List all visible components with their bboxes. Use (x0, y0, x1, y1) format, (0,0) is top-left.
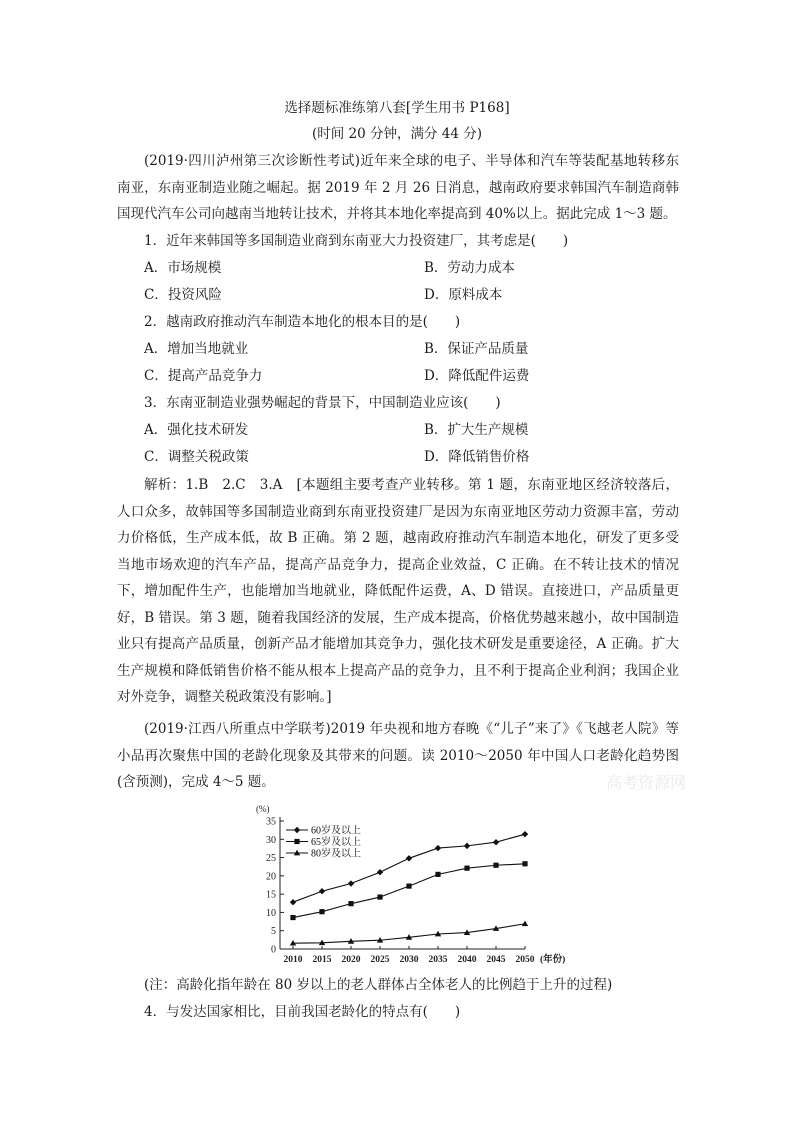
x-tick-label: 2040 (457, 955, 477, 965)
passage-1: (2019·四川泸州第三次诊断性考试)近年来全球的电子、半导体和汽车等装配基地转移东南亚，东南亚制造业随之崛起。据 2019 年 2 月 26 日消息，越南政府要求韩国汽车制造商韩国现代汽车公司向越南当地转让技术，并将其本地化率提高到 40%以上。据此完成 1～3 题。 (117, 153, 679, 222)
question-1-option-d: D．原料成本 (424, 287, 503, 303)
data-point-1-2015 (319, 888, 325, 894)
data-point-2-2010 (290, 915, 295, 920)
x-tick-label: 2010 (283, 955, 303, 965)
legend-label-3: 80岁及以上 (311, 848, 361, 860)
x-axis-label: (年份) (540, 955, 566, 965)
question-1-option-a: A．市场规模 (144, 260, 222, 276)
y-tick-label: 30 (266, 834, 276, 846)
y-tick-label: 10 (266, 907, 276, 919)
question-3-stem: 3．东南亚制造业强势崛起的背景下，中国制造业应该( ) (144, 395, 501, 411)
question-1-stem: 1．近年来韩国等多国制造业商到东南亚大力投资建厂，其考虑是( ) (144, 233, 569, 249)
x-tick-label: 2035 (428, 955, 448, 965)
data-point-2-2050 (522, 861, 527, 866)
question-1-option-b: B．劳动力成本 (424, 260, 515, 276)
y-axis-label: (%) (256, 804, 270, 814)
x-tick-label: 2020 (341, 955, 361, 965)
question-2-option-d: D．降低配件运费 (424, 368, 530, 384)
data-point-2-2040 (464, 866, 469, 871)
y-tick-label: 0 (271, 944, 276, 956)
data-point-1-2040 (464, 843, 470, 849)
x-tick-label: 2030 (399, 955, 419, 965)
analysis-paragraph: 解析：1.B 2.C 3.A [本题组主要考查产业转移。第 1 题，东南亚地区经济较落后，人口众多，故韩国等多国制造业商到东南亚投资建厂是因为东南亚地区劳动力资源丰富，劳动力价格低，生产成本低，故 B 正确。第 2 题，越南政府推动汽车制造本地化，研发了更多受当地市场欢迎的汽车产品，提高产品竞争力，提高企业效益，C 正确。在不转让技术的情况下，增加配件生产，也能增加当地就业，降低配件运费，A、D 错误。直接进口，产品质量更好，B 错误。第 3 题，随着我国经济的发展，生产成本提高，价格优势越来越小，故中国制造业只有提高产品质量，创新产品才能增加其竞争力，强化技术研发是重要途径，A 正确。扩大生产规模和降低销售价格不能从根本上提高产品的竞争力，且不利于提高企业利润；我国企业对外竞争，调整关税政策没有影响。] (117, 477, 679, 705)
data-point-1-2030 (406, 855, 412, 861)
series-line-3 (293, 924, 525, 943)
data-point-1-2035 (435, 845, 441, 851)
page-subtitle: (时间 20 分钟，满分 44 分) (311, 126, 483, 142)
question-3-option-a: A．强化技术研发 (144, 422, 249, 438)
y-tick-label: 25 (266, 853, 276, 865)
x-tick-label: 2015 (312, 955, 332, 965)
series-line-2 (293, 864, 525, 918)
legend-marker-1 (294, 827, 300, 833)
question-2-stem: 2．越南政府推动汽车制造本地化的根本目的是( ) (144, 314, 461, 330)
question-2-option-a: A．增加当地就业 (144, 341, 249, 357)
data-point-2-2035 (435, 872, 440, 877)
question-1-option-c: C．投资风险 (144, 287, 222, 303)
x-tick-label: 2025 (370, 955, 390, 965)
watermark: 高考资源网 (606, 773, 687, 792)
passage-2: (2019·江西八所重点中学联考)2019 年央视和地方春晚《“儿子”来了》《飞越老人院》等小品再次聚焦中国的老龄化现象及其带来的问题。读 2010～2050 年中国人口老龄化趋势图(含预测)，完成 4～5 题。 (117, 721, 679, 790)
data-point-1-2010 (290, 899, 296, 905)
y-tick-label: 35 (266, 816, 276, 828)
data-point-1-2050 (522, 831, 528, 837)
x-tick-label: 2050 (515, 955, 535, 965)
question-3-option-b: B．扩大生产规模 (424, 422, 529, 438)
question-4-stem: 4．与发达国家相比，目前我国老龄化的特点有( ) (144, 1004, 461, 1020)
y-tick-label: 5 (271, 926, 276, 938)
question-3-option-c: C．调整关税政策 (144, 449, 249, 465)
data-point-1-2020 (348, 880, 354, 886)
chart-note: (注：高龄化指年龄在 80 岁以上的老人群体占全体老人的比例趋于上升的过程) (144, 977, 613, 993)
data-point-2-2020 (348, 901, 353, 906)
data-point-1-2045 (493, 839, 499, 845)
data-point-2-2045 (493, 863, 498, 868)
legend-label-2: 65岁及以上 (311, 837, 361, 848)
data-point-2-2030 (406, 883, 411, 888)
y-tick-label: 15 (266, 889, 276, 901)
page-title: 选择题标准练第八套[学生用书 P168] (284, 100, 510, 116)
aging-trend-chart (250, 800, 600, 970)
data-point-2-2025 (377, 894, 382, 899)
y-tick-label: 20 (266, 871, 276, 883)
legend-marker-2 (294, 839, 299, 844)
question-3-option-d: D．降低销售价格 (424, 449, 530, 465)
x-tick-label: 2045 (486, 955, 506, 965)
data-point-3-2050 (522, 921, 528, 927)
data-point-1-2025 (377, 869, 383, 875)
question-2-option-b: B．保证产品质量 (424, 341, 529, 357)
legend-label-1: 60岁及以上 (311, 825, 361, 837)
data-point-2-2015 (319, 909, 324, 914)
question-2-option-c: C．提高产品竞争力 (144, 368, 263, 384)
